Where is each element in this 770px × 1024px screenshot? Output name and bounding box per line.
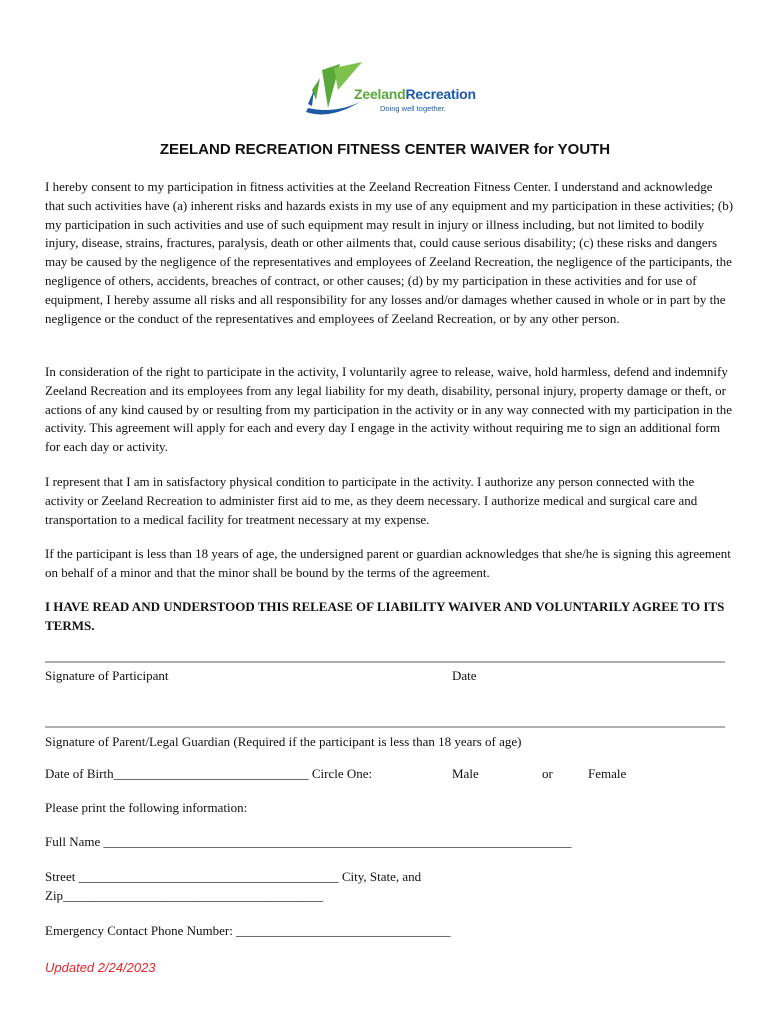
- gender-option-male[interactable]: Male: [452, 766, 479, 781]
- date-of-birth-field[interactable]: Date of Birth______________________________ Circle One:: [45, 766, 373, 781]
- street-city-state-field[interactable]: Street ________________________________________ City, State, and: [45, 869, 422, 884]
- page-title: ZEELAND RECREATION FITNESS CENTER WAIVER for YOUTH: [159, 141, 611, 158]
- zip-field[interactable]: Zip________________________________________: [45, 888, 324, 903]
- logo-tagline: Doing well together.: [380, 104, 446, 113]
- guardian-signature-label: Signature of Parent/Legal Guardian (Required if the participant is less than 18 years of age): [45, 734, 522, 749]
- participant-signature-label: Signature of Participant: [45, 668, 169, 683]
- emergency-contact-field[interactable]: Emergency Contact Phone Number: _________________________________: [45, 923, 451, 938]
- physical-condition-paragraph: I represent that I am in satisfactory physical condition to participate in the activity. I authorize any person connected with the activity or Zeeland Recreation to administer first aid to me, as they deem necessary. I authorize medical and surgical care and transportation to a medical facility for treatment necessary at my expense.: [45, 474, 698, 527]
- logo-word-zeeland: Zeeland: [354, 86, 406, 102]
- consent-paragraph: I hereby consent to my participation in fitness activities at the Zeeland Recreation Fitness Center. I understand and acknowledge that such activities have (a) inherent risks and hazards exists in my use of any equipment and my participation in these activities; (b) my participation in such activities and use of such equipment may result in injury or illness including, but not limited to bodily injury, disease, strains, fractures, paralysis, death or other ailments that, could cause serious disability; (c) these risks and dangers may be caused by the negligence of the representatives and employees of Zeeland Recreation, the negligence of the participants, the negligence of others, accidents, breaches of contract, or other causes; (d) by my participation in these activities and for use of equipment, I hereby assume all risks and all responsibility for any losses and/or damages whether caused in whole or in part by the negligence or the conduct of the representatives and employees of Zeeland Recreation, or by any other person.: [45, 179, 734, 326]
- release-paragraph: In consideration of the right to participate in the activity, I voluntarily agree to release, waive, hold harmless, defend and indemnify Zeeland Recreation and its employees from any legal liability for my death, disability, personal injury, property damage or theft, or actions of any kind caused by or resulting from my participation in the activity or in any way connected with my participation in the activity. This agreement will apply for each and every day I engage in the activity without requiring me to sign an additional form for each day or activity.: [45, 364, 733, 455]
- agreement-statement: I HAVE READ AND UNDERSTOOD THIS RELEASE OF LIABILITY WAIVER AND VOLUNTARILY AGREE TO ITS TERMS.: [45, 599, 725, 633]
- gender-or-text: or: [542, 766, 553, 781]
- guardian-signature-line[interactable]: [45, 726, 725, 728]
- minor-paragraph: If the participant is less than 18 years of age, the undersigned parent or guardian acknowledges that she/he is signing this agreement on behalf of a minor and that the minor shall be bound by the terms of the agreement.: [45, 546, 731, 580]
- logo-word-recreation: Recreation: [405, 86, 476, 102]
- gender-option-female[interactable]: Female: [588, 766, 627, 781]
- updated-date: Updated 2/24/2023: [45, 960, 156, 975]
- participant-signature-line[interactable]: [45, 661, 725, 663]
- print-info-label: Please print the following information:: [45, 800, 248, 815]
- zeeland-recreation-logo: [300, 60, 475, 122]
- date-label: Date: [452, 668, 477, 683]
- full-name-field[interactable]: Full Name ________________________________________________________________________: [45, 834, 572, 849]
- logo-wordmark: [354, 86, 476, 102]
